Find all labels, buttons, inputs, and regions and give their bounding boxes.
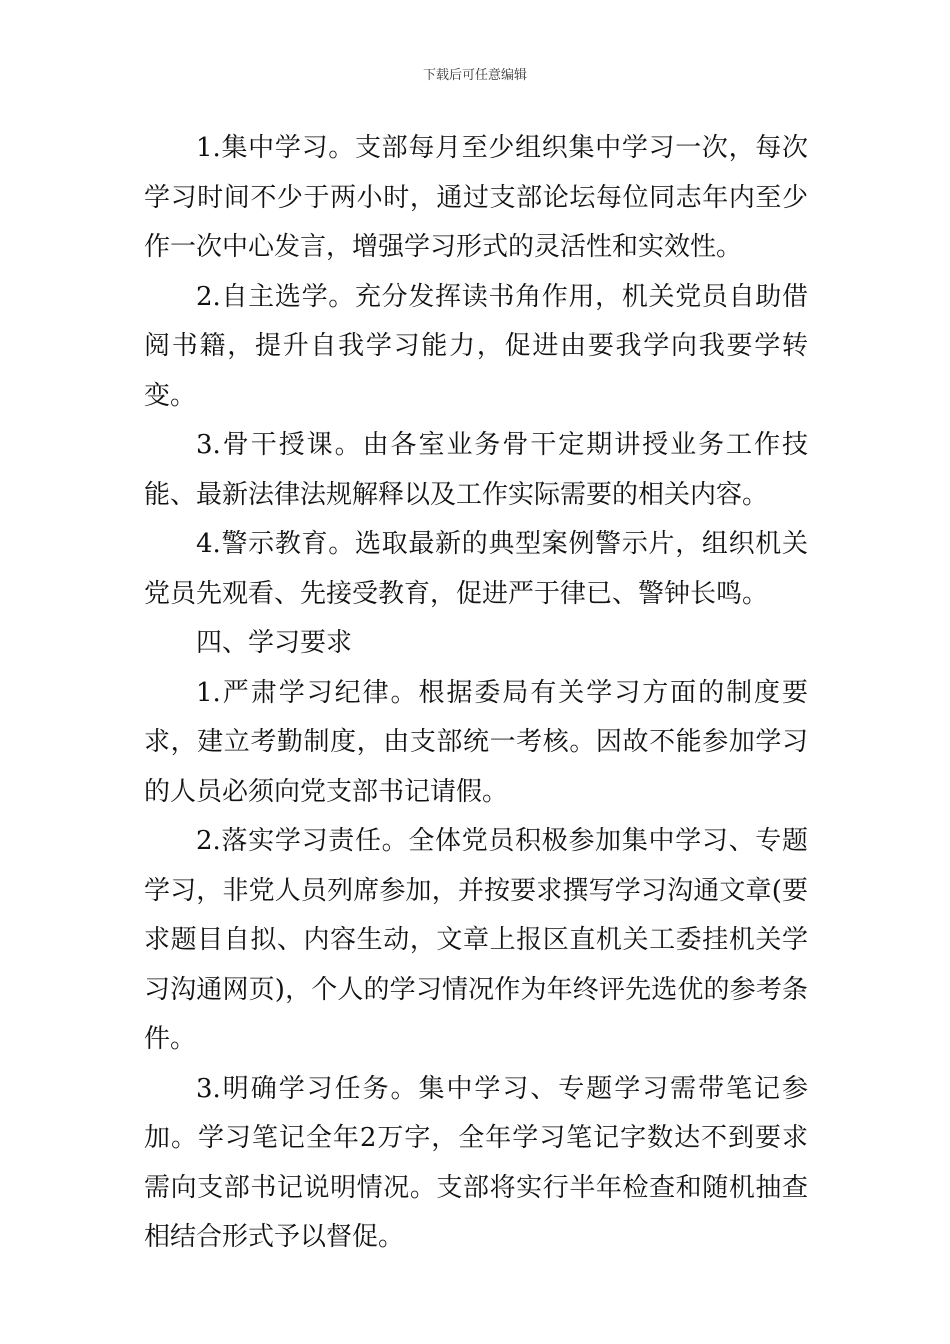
document-body <box>144 124 808 1263</box>
page-header-note: 下载后可任意编辑 <box>422 68 527 83</box>
section-heading-study-requirements: 四、学习要求 <box>196 628 353 658</box>
paragraph-warning-education: 4.警示教育。选取最新的典型案例警示片，组织机关党员先观看、先接受教育，促进严于律已、警钟长鸣。 <box>144 529 808 609</box>
paragraph-study-discipline: 1.严肃学习纪律。根据委局有关学习方面的制度要求，建立考勤制度，由支部统一考核。因故不能参加学习的人员必须向党支部书记请假。 <box>144 677 808 807</box>
paragraph-backbone-lecture: 3.骨干授课。由各室业务骨干定期讲授业务工作技能、最新法律法规解释以及工作实际需要的相关内容。 <box>144 430 808 510</box>
paragraph-self-study: 2.自主选学。充分发挥读书角作用，机关党员自助借阅书籍，提升自我学习能力，促进由要我学向我要学转变。 <box>144 281 808 411</box>
paragraph-centralized-study: 1.集中学习。支部每月至少组织集中学习一次，每次学习时间不少于两小时，通过支部论坛每位同志年内至少作一次中心发言，增强学习形式的灵活性和实效性。 <box>144 133 808 262</box>
paragraph-study-tasks: 3.明确学习任务。集中学习、专题学习需带笔记参加。学习笔记全年2万字，全年学习笔记字数达不到要求需向支部书记说明情况。支部将实行半年检查和随机抽查相结合形式予以督促。 <box>144 1073 808 1252</box>
paragraph-study-responsibility: 2.落实学习责任。全体党员积极参加集中学习、专题学习，非党人员列席参加，并按要求撰写学习沟通文章(要求题目自拟、内容生动，文章上报区直机关工委挂机关学习沟通网页)，个人的学习情况作为年终评先选优的参考条件。 <box>144 826 808 1054</box>
